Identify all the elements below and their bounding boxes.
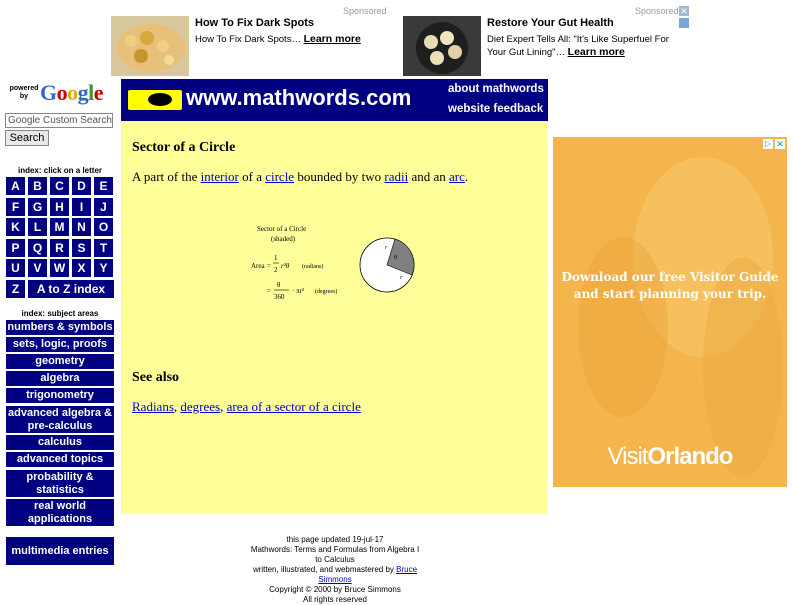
link-circle[interactable]: circle — [265, 169, 295, 184]
letter-e[interactable]: E — [94, 177, 113, 195]
search-input[interactable]: Google Custom Search — [5, 113, 113, 128]
definition — [132, 169, 468, 185]
sector-diagram — [247, 221, 417, 306]
footer-author-line — [250, 565, 420, 585]
pi-r-squared: · πr² — [292, 287, 305, 295]
site-name[interactable]: www.mathwords.com — [186, 85, 412, 110]
fraction-half-num: 1 — [274, 254, 278, 262]
adchoices-icon[interactable] — [679, 18, 689, 28]
letter-l[interactable]: L — [28, 218, 47, 236]
subject-geometry[interactable]: geometry — [6, 354, 114, 369]
link-interior[interactable]: interior — [200, 169, 239, 184]
site-header — [121, 79, 548, 121]
page-footer — [250, 535, 420, 605]
sponsored-label: Sponsored — [635, 6, 679, 16]
subject-advanced-topics[interactable]: advanced topics — [6, 452, 114, 467]
letter-u[interactable]: U — [6, 259, 25, 277]
adchoices-icon[interactable]: ▷ — [764, 139, 772, 148]
footer-description: Mathwords: Terms and Formulas from Algebra I to Calculus — [250, 545, 420, 564]
diagram-caption-shaded: (shaded) — [271, 235, 296, 243]
ad-tagline-line2: and start planning your trip. — [573, 287, 767, 301]
letter-z[interactable]: Z — [6, 280, 25, 298]
letter-j[interactable]: J — [94, 198, 113, 216]
subject-numbers-symbols[interactable]: numbers & symbols — [7, 321, 113, 333]
author-link[interactable]: Bruce Simmons — [318, 565, 418, 584]
def-text: of a — [242, 169, 262, 184]
subject-multimedia-entries[interactable]: multimedia entries — [6, 537, 114, 565]
def-text: bounded by two — [297, 169, 382, 184]
a-to-z-index-link[interactable]: A to Z index — [28, 280, 114, 298]
letter-index-label: index: click on a letter — [17, 166, 103, 175]
google-logo: Google — [40, 80, 104, 105]
page-title: Sector of a Circle — [132, 140, 236, 155]
letter-q[interactable]: Q — [28, 239, 47, 257]
letter-f[interactable]: F — [6, 198, 25, 216]
def-text: . — [464, 169, 469, 184]
letter-r[interactable]: R — [50, 239, 69, 257]
subject-trigonometry[interactable]: trigonometry — [6, 388, 114, 403]
ad-desc-text: Diet Expert Tells All: "It's Like Superfuel For Your Gut Lining"… — [487, 34, 669, 58]
letter-d[interactable]: D — [72, 177, 91, 195]
link-area-of-sector[interactable]: area of a sector of a circle — [226, 399, 361, 414]
see-also-links: Radians, degrees, area of a sector of a circle — [132, 399, 361, 414]
subject-probability-statistics[interactable]: probability & statistics — [6, 470, 114, 497]
subject-algebra[interactable]: algebra — [6, 371, 114, 386]
see-also-heading: See also — [132, 370, 180, 385]
letter-m[interactable]: M — [50, 218, 69, 236]
about-link[interactable]: about mathwords — [448, 83, 544, 95]
letter-y[interactable]: Y — [94, 259, 113, 277]
radius-label: r — [400, 275, 403, 281]
subject-advanced-algebra-pre-calculus[interactable]: advanced algebra & pre-calculus — [6, 406, 114, 433]
ad-desc-text: How To Fix Dark Spots… — [195, 34, 301, 45]
visit-orlando-logo — [553, 443, 787, 471]
search-button[interactable]: Search — [5, 130, 49, 146]
def-text: A part of the — [132, 169, 198, 184]
feedback-link[interactable]: website feedback — [448, 103, 544, 115]
footer-written-by: written, illustrated, and webmastered by — [252, 565, 394, 574]
link-arc[interactable]: arc — [449, 169, 465, 184]
radians-label: (radians) — [302, 264, 324, 270]
ad-thumbnail-image[interactable] — [403, 16, 481, 76]
learn-more-link[interactable]: Learn more — [567, 46, 625, 58]
ad-tagline — [553, 269, 787, 303]
letter-s[interactable]: S — [72, 239, 91, 257]
footer-rights: All rights reserved — [302, 595, 368, 604]
link-degrees[interactable]: degrees — [180, 399, 221, 414]
subject-sets-logic-proofs[interactable]: sets, logic, proofs — [6, 337, 114, 352]
letter-c[interactable]: C — [50, 177, 69, 195]
letter-w[interactable]: W — [50, 259, 69, 277]
ad-photo-background — [553, 137, 787, 487]
ad-banner-gut-health[interactable] — [403, 6, 693, 78]
mathwords-logo[interactable] — [128, 90, 182, 110]
letter-x[interactable]: X — [72, 259, 91, 277]
fraction-half-den: 2 — [274, 266, 278, 274]
ad-tagline-line1: Download our free Visitor Guide — [561, 270, 779, 284]
ad-headline[interactable]: How To Fix Dark Spots — [195, 17, 314, 29]
brand-orlando: Orlando — [647, 443, 733, 470]
close-icon[interactable]: ✕ — [680, 6, 688, 16]
ad-banner-dark-spots[interactable] — [111, 6, 391, 78]
equals-sign: = — [267, 287, 271, 295]
diagram-caption: Sector of a Circle — [257, 225, 307, 233]
letter-h[interactable]: H — [50, 198, 69, 216]
close-icon[interactable]: ✕ — [776, 139, 784, 149]
visit-orlando-ad[interactable] — [553, 137, 787, 487]
footer-updated: this page updated 19-jul-17 — [286, 535, 384, 544]
footer-copyright: Copyright © 2000 by Bruce Simmons — [269, 585, 401, 594]
r-squared-theta: r²θ — [281, 262, 290, 270]
def-text: and an — [411, 169, 446, 184]
subject-index-label: index: subject areas — [21, 309, 99, 318]
equals-sign: = — [267, 262, 271, 270]
letter-t[interactable]: T — [94, 239, 113, 257]
powered-by-google — [8, 82, 116, 108]
sponsored-label: Sponsored — [343, 6, 387, 16]
letter-i[interactable]: I — [72, 198, 91, 216]
link-radii[interactable]: radii — [384, 169, 409, 184]
brand-visit: Visit — [607, 443, 648, 470]
ad-description — [487, 33, 677, 59]
ad-headline[interactable]: Restore Your Gut Health — [487, 17, 614, 29]
letter-v[interactable]: V — [28, 259, 47, 277]
letter-n[interactable]: N — [72, 218, 91, 236]
fraction-theta: θ — [277, 281, 281, 289]
fraction-360: 360 — [274, 293, 285, 301]
degrees-label: (degrees) — [315, 289, 338, 295]
theta-label: θ — [394, 255, 397, 261]
learn-more-link[interactable]: Learn more — [303, 33, 361, 45]
letter-k[interactable]: K — [6, 218, 25, 236]
ad-thumbnail-image[interactable] — [111, 16, 189, 76]
main-content — [121, 121, 548, 514]
radius-label: r — [385, 245, 388, 251]
ad-description — [195, 33, 385, 46]
letter-g[interactable]: G — [28, 198, 47, 216]
letter-o[interactable]: O — [94, 218, 113, 236]
letter-p[interactable]: P — [6, 239, 25, 257]
area-label: Area — [251, 262, 265, 270]
subject-real-world-applications[interactable]: real world applications — [6, 499, 114, 526]
subject-calculus[interactable]: calculus — [6, 435, 114, 450]
letter-b[interactable]: B — [28, 177, 47, 195]
letter-a[interactable]: A — [6, 177, 25, 195]
powered-by-label: powered by — [9, 85, 39, 100]
link-radians[interactable]: Radians — [132, 399, 174, 414]
